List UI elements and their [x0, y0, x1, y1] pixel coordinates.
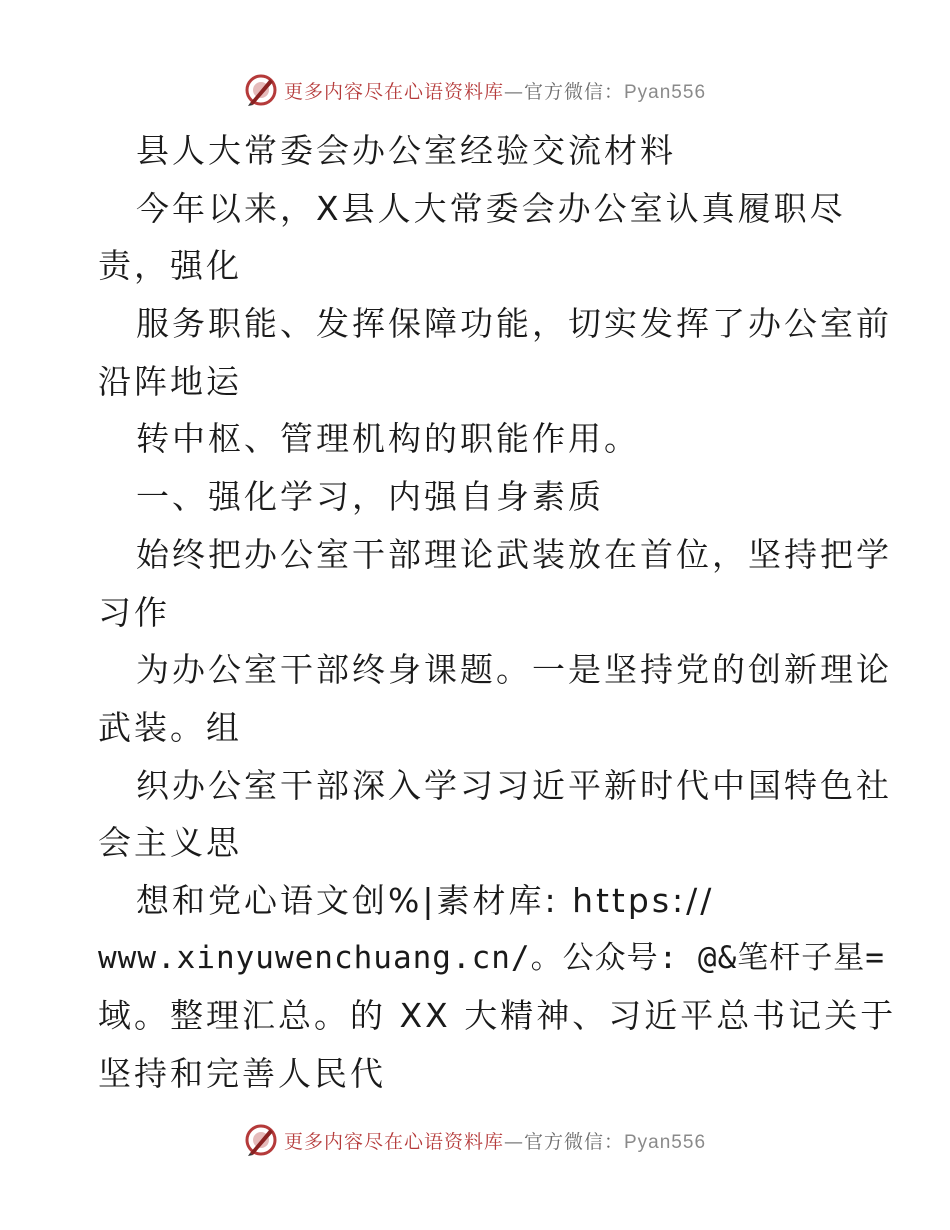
- banner-wechat-id: Pyan556: [624, 1131, 707, 1153]
- text-line: 今年以来，X县人大常委会办公室认真履职尽: [136, 188, 846, 228]
- text-line: 始终把办公室干部理论武装放在首位，坚持把学: [136, 534, 892, 574]
- pen-logo-icon: [244, 1123, 278, 1157]
- document-title: 县人大常委会办公室经验交流材料: [136, 131, 676, 170]
- pen-logo-icon: [244, 73, 278, 107]
- text-line: 想和党心语文创%|素材库: https://: [136, 880, 715, 920]
- banner-wechat-id: Pyan556: [624, 81, 707, 103]
- text-line: 习作: [98, 592, 170, 632]
- banner-slogan: 更多内容尽在心语资料库: [283, 80, 504, 103]
- banner-wechat-label: 官方微信：: [523, 80, 624, 103]
- text-line: 织办公室干部深入学习习近平新时代中国特色社: [136, 765, 892, 805]
- text-line: 域。整理汇总。的 XX 大精神、习近平总书记关于: [98, 996, 897, 1036]
- text-line: 转中枢、管理机构的职能作用。: [136, 419, 640, 459]
- banner-slogan: 更多内容尽在心语资料库: [283, 1130, 504, 1153]
- text-line: 坚持和完善人民代: [98, 1054, 386, 1093]
- text-line: 责，强化: [98, 246, 242, 286]
- banner-dash: —: [503, 80, 524, 103]
- banner-text: [284, 1127, 706, 1154]
- text-line-url: www.xinyuwenchuang.cn/。公众号: @&笔杆子星=: [98, 939, 885, 976]
- document-body: [98, 122, 897, 1103]
- header-banner: [0, 70, 950, 110]
- banner-text: [284, 77, 706, 104]
- text-line: 武装。组: [98, 707, 242, 747]
- text-line: 为办公室干部终身课题。一是坚持党的创新理论: [136, 650, 892, 690]
- section-heading: 一、强化学习，内强自身素质: [136, 477, 604, 517]
- banner-dash: —: [503, 1130, 524, 1153]
- text-line: 会主义思: [98, 823, 242, 863]
- footer-banner: [0, 1120, 950, 1160]
- banner-wechat-label: 官方微信：: [523, 1130, 624, 1153]
- text-line: 沿阵地运: [98, 361, 242, 401]
- text-line: 服务职能、发挥保障功能，切实发挥了办公室前: [136, 304, 892, 344]
